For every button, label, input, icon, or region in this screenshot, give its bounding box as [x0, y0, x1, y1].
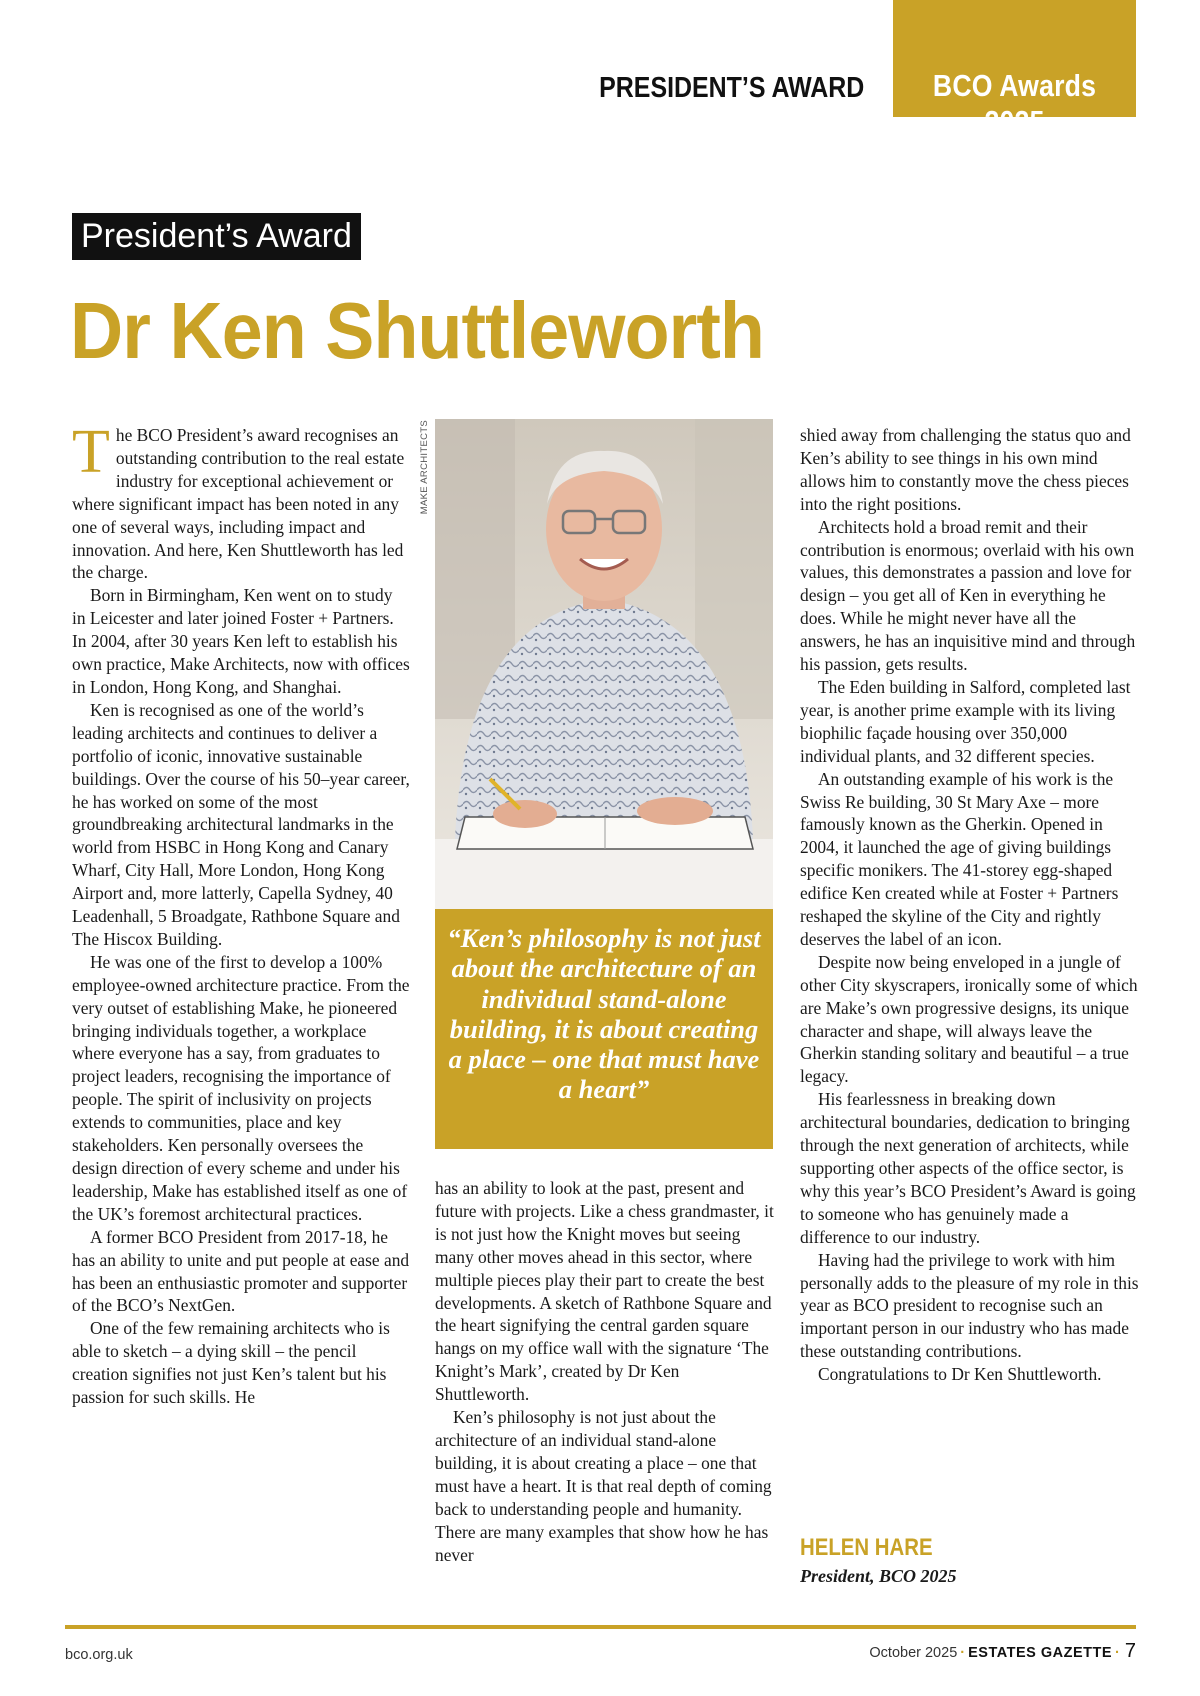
footer-publication: ESTATES GAZETTE	[968, 1645, 1113, 1661]
paragraph: Architects hold a broad remit and their contribution is enormous; overlaid with his own values, this demonstrates a passion and love for design – you get all of Ken in everything he does. While he might never have all the answers, he has an inquisitive mind and through his passion, gets results.	[800, 516, 1136, 675]
paragraph: His fearlessness in breaking down architectural boundaries, dedication to bringing through the next generation of architects, while supporting other aspects of the office sector, is why this year’s BCO President’s Award is going to someone who has genuinely made a difference to our industry.	[800, 1089, 1136, 1247]
section-tag: President’s Award	[72, 213, 361, 260]
separator-dot: ·	[1115, 1645, 1120, 1661]
awards-badge	[893, 0, 1136, 139]
paragraph: He was one of the first to develop a 100% employee-owned architecture practice. From the very outset of establishing Make, he pioneered bringing individuals together, a workplace where everyone has a say, from graduates to project leaders, recognising the importance of people. The spirit of inclusivity on projects extends to communities, place and key stakeholders. Ken personally oversees the design direction of every scheme and under his leadership, Make has established itself as one of the UK’s foremost architectural practices.	[72, 951, 410, 1224]
paragraph: shied away from challenging the status quo and Ken’s ability to see things in his own mind allows him to constantly move the chess pieces into the right positions.	[800, 425, 1131, 514]
paragraph: Congratulations to Dr Ken Shuttleworth.	[818, 1364, 1102, 1385]
paragraph: has an ability to look at the past, present and future with projects. Like a chess grandmaster, it is not just how the Knight moves but seeing many other moves ahead in this sector, where multiple pieces play their part to create the best developments. A sketch of Rathbone Square and the heart signifying the central garden square hangs on my office wall with the signature ‘The Knight’s Mark’, created by Dr Ken Shuttleworth.	[435, 1178, 774, 1405]
pull-quote-text: “Ken’s philosophy is not just about the architecture of an individual stand-alone building, it is about creating a place – one that must have a heart”	[447, 923, 761, 1105]
article-column-1	[72, 418, 410, 1409]
article-column-2	[435, 1177, 775, 1566]
drop-cap: T	[72, 418, 110, 486]
paragraph: One of the few remaining architects who is able to sketch – a dying skill – the pencil creation signifies not just Ken’s talent but his passion for such skills. He	[72, 1318, 390, 1408]
portrait-photo	[435, 419, 773, 909]
section-header: PRESIDENT’S AWARD	[598, 72, 864, 104]
paragraph-text: he BCO President’s award recognises an outstanding contribution to the real estate industry for exceptional achievement or where significant impact has been noted in any one of several ways, including impact and innovation. And here, Ken Shuttleworth has led the charge.	[72, 425, 405, 583]
paragraph: A former BCO President from 2017-18, he has an ability to unite and put people at ease and has been an enthusiastic promoter and supporter of the BCO’s NextGen.	[72, 1226, 410, 1316]
footer-website: bco.org.uk	[65, 1647, 133, 1663]
paragraph: Born in Birmingham, Ken went on to study in Leicester and later joined Foster + Partners. In 2004, after 30 years Ken left to establish his own practice, Make Architects, now with offices in London, Hong Kong, and Shanghai.	[72, 585, 410, 697]
page-title: Dr Ken Shuttleworth	[70, 286, 764, 375]
paragraph: Ken is recognised as one of the world’s leading architects and continues to deliver a portfolio of iconic, innovative sustainable buildings. Over the course of his 50–year career, he has worked on some of the most groundbreaking architectural landmarks in the world from HSBC in Hong Kong and Canary Wharf, City Hall, More London, Hong Kong Airport and, more latterly, Capella Sydney, 40 Leadenhall, 5 Broadgate, Rathbone Square and The Hiscox Building.	[72, 699, 410, 949]
paragraph: Despite now being enveloped in a jungle of other City skyscrapers, ironically some of which are Make’s own progressive designs, its unique character and shape, will always leave the Gherkin standing solitary and beautiful – a true legacy.	[800, 951, 1138, 1087]
paragraph: Ken’s philosophy is not just about the architecture of an individual stand-alone building, it is about creating a place – one that must have a heart. It is that real depth of coming back to understanding people and humanity. There are many examples that show how he has never	[435, 1407, 772, 1565]
paragraph: Having had the privilege to work with him personally adds to the pleasure of my role in this year as BCO president to recognise such an important person in our industry who has made these outstanding contributions.	[800, 1249, 1139, 1362]
article-column-3	[800, 424, 1140, 1386]
photo-credit: MAKE ARCHITECTS	[419, 420, 430, 515]
footer-date: October 2025	[869, 1645, 958, 1661]
author-name: HELEN HARE	[800, 1534, 933, 1561]
pull-quote	[435, 909, 773, 1149]
author-role: President, BCO 2025	[800, 1566, 957, 1586]
footer-publication-info	[869, 1640, 1136, 1663]
page-number: 7	[1124, 1640, 1136, 1662]
footer-divider	[65, 1625, 1136, 1629]
paragraph	[72, 418, 410, 584]
paragraph: The Eden building in Salford, completed last year, is another prime example with its living biophilic façade housing over 350,000 individual plants, and 32 different species.	[800, 676, 1131, 766]
paragraph: An outstanding example of his work is the Swiss Re building, 30 St Mary Axe – more famously known as the Gherkin. Opened in 2004, it launched the age of giving buildings specific monikers. The 41-storey egg-shaped edifice Ken created while at Foster + Partners reshaped the skyline of the City and rightly deserves the label of an icon.	[800, 768, 1119, 949]
portrait-illustration	[435, 419, 773, 909]
separator-dot: ·	[960, 1645, 966, 1661]
awards-badge-label: BCO Awards 2025	[932, 68, 1097, 139]
